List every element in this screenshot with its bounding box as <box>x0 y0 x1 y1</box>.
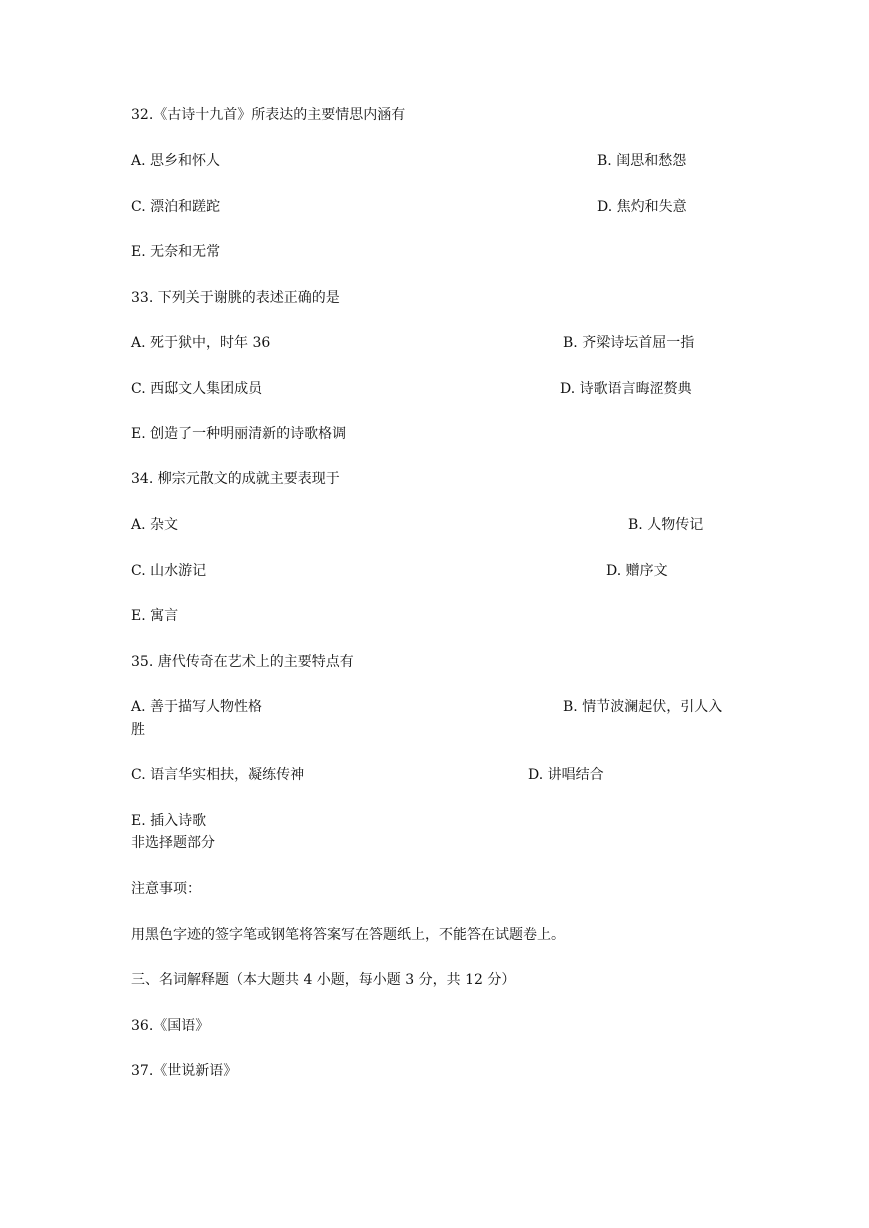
question-34-stem: 34. 柳宗元散文的成就主要表现于 <box>131 471 340 487</box>
question-32-option-a: A. 思乡和怀人 <box>131 153 221 169</box>
question-35-option-d: D. 讲唱结合 <box>528 767 604 783</box>
question-36: 36.《国语》 <box>131 1018 210 1034</box>
question-35-option-b-continued: 胜 <box>131 722 145 738</box>
question-32-option-e: E. 无奈和无常 <box>131 244 221 260</box>
question-34-option-e: E. 寓言 <box>131 608 179 624</box>
question-35-option-a: A. 善于描写人物性格 <box>131 699 263 715</box>
question-35-option-c: C. 语言华实相扶，凝练传神 <box>131 767 305 783</box>
notice-label: 注意事项： <box>131 881 201 897</box>
notice-text: 用黑色字迹的签字笔或钢笔将答案写在答题纸上，不能答在试题卷上。 <box>131 927 565 943</box>
question-33-stem: 33. 下列关于谢朓的表述正确的是 <box>131 290 340 306</box>
question-33-option-c: C. 西邸文人集团成员 <box>131 381 263 397</box>
question-33-option-b: B. 齐梁诗坛首屈一指 <box>563 335 695 351</box>
non-choice-heading: 非选择题部分 <box>131 835 215 851</box>
question-34-option-a: A. 杂文 <box>131 517 179 533</box>
question-35-stem: 35. 唐代传奇在艺术上的主要特点有 <box>131 654 354 670</box>
question-32-option-c: C. 漂泊和蹉跎 <box>131 199 221 215</box>
question-32-option-d: D. 焦灼和失意 <box>597 199 687 215</box>
question-33-option-a: A. 死于狱中，时年 36 <box>131 335 271 351</box>
question-35-option-b: B. 情节波澜起伏，引人入 <box>563 699 723 715</box>
question-32-option-b: B. 闺思和愁怨 <box>597 153 687 169</box>
question-35-option-e: E. 插入诗歌 <box>131 813 207 829</box>
question-32-stem: 32.《古诗十九首》所表达的主要情思内涵有 <box>131 107 406 123</box>
question-37: 37.《世说新语》 <box>131 1063 238 1079</box>
section-3-title: 三、名词解释题（本大题共 4 小题，每小题 3 分，共 12 分） <box>131 972 516 988</box>
question-33-option-e: E. 创造了一种明丽清新的诗歌格调 <box>131 426 347 442</box>
question-33-option-d: D. 诗歌语言晦涩赘典 <box>560 381 692 397</box>
question-34-option-b: B. 人物传记 <box>628 517 704 533</box>
question-34-option-c: C. 山水游记 <box>131 563 207 579</box>
question-34-option-d: D. 赠序文 <box>606 563 668 579</box>
